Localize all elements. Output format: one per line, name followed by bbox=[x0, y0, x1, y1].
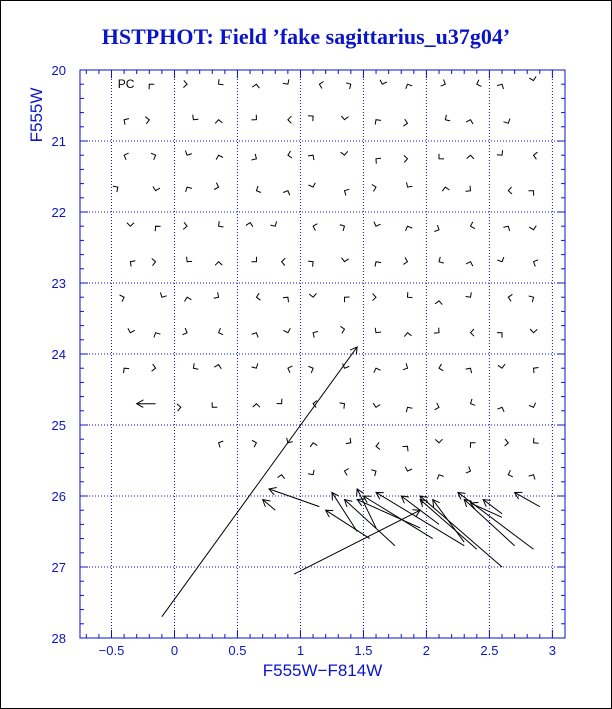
shift-mark bbox=[403, 119, 407, 126]
shift-mark bbox=[252, 440, 256, 447]
shift-mark bbox=[187, 257, 193, 262]
shift-vector bbox=[363, 496, 432, 539]
shift-mark bbox=[185, 297, 192, 301]
shift-mark bbox=[283, 191, 290, 196]
shift-mark bbox=[124, 153, 129, 160]
shift-mark bbox=[374, 222, 381, 227]
shift-mark bbox=[288, 116, 292, 123]
shift-mark bbox=[529, 76, 536, 80]
y-tick-label: 26 bbox=[51, 489, 66, 504]
shift-mark bbox=[214, 365, 221, 369]
shift-mark bbox=[151, 153, 156, 160]
y-tick-label: 27 bbox=[51, 560, 66, 575]
shift-mark bbox=[340, 403, 345, 409]
shift-vector bbox=[483, 500, 502, 514]
shift-mark bbox=[251, 257, 256, 262]
shift-mark bbox=[177, 404, 181, 411]
shift-mark bbox=[404, 155, 408, 162]
shift-mark bbox=[219, 79, 224, 85]
shift-mark bbox=[530, 329, 537, 333]
shift-mark bbox=[319, 82, 323, 89]
shift-mark bbox=[152, 259, 156, 266]
shift-mark bbox=[251, 115, 256, 120]
shift-mark bbox=[215, 262, 222, 266]
shift-mark bbox=[404, 333, 411, 337]
shift-mark bbox=[252, 84, 259, 88]
shift-mark bbox=[308, 116, 313, 121]
shift-mark bbox=[288, 366, 292, 373]
shift-vector bbox=[162, 347, 357, 617]
shift-mark bbox=[345, 189, 350, 195]
shift-mark bbox=[310, 443, 317, 447]
shift-mark bbox=[471, 399, 476, 405]
shift-mark bbox=[270, 221, 276, 226]
shift-mark bbox=[252, 154, 257, 160]
shift-mark bbox=[437, 475, 444, 480]
shift-mark bbox=[253, 404, 260, 408]
shift-mark bbox=[313, 331, 318, 337]
shift-mark bbox=[155, 226, 160, 231]
shift-mark bbox=[214, 292, 219, 298]
shift-mark bbox=[406, 84, 413, 89]
shift-mark bbox=[406, 226, 413, 231]
shift-mark bbox=[403, 363, 408, 369]
shift-vector bbox=[357, 489, 376, 528]
shift-mark bbox=[154, 333, 161, 338]
shift-mark bbox=[212, 402, 217, 407]
shift-mark bbox=[508, 470, 513, 477]
shift-mark bbox=[508, 294, 512, 301]
x-axis-label: F555W−F814W bbox=[262, 661, 383, 680]
shift-mark bbox=[504, 119, 511, 124]
shift-mark bbox=[256, 186, 261, 193]
shift-mark bbox=[445, 115, 450, 121]
shift-mark bbox=[371, 470, 376, 476]
y-tick-label: 21 bbox=[51, 134, 66, 149]
shift-vector bbox=[345, 500, 395, 546]
shift-vector bbox=[515, 492, 540, 506]
shift-mark bbox=[497, 333, 502, 338]
shift-mark bbox=[183, 80, 187, 87]
shift-mark bbox=[466, 186, 471, 192]
shift-mark bbox=[467, 155, 474, 159]
shift-mark bbox=[152, 364, 156, 371]
shift-mark bbox=[124, 119, 129, 125]
shift-mark bbox=[529, 226, 536, 230]
shift-mark bbox=[193, 363, 198, 369]
shift-mark bbox=[252, 333, 259, 338]
shift-mark bbox=[282, 258, 286, 265]
shift-mark bbox=[508, 187, 512, 194]
shift-mark bbox=[308, 155, 314, 160]
shift-vector bbox=[376, 492, 464, 545]
shift-mark bbox=[313, 224, 317, 231]
shift-mark bbox=[439, 364, 443, 371]
y-tick-label: 28 bbox=[51, 631, 66, 646]
shift-mark bbox=[534, 152, 538, 159]
shift-mark bbox=[345, 297, 350, 302]
shift-mark bbox=[145, 117, 149, 124]
shift-mark bbox=[466, 368, 472, 373]
shift-mark bbox=[442, 187, 449, 191]
shift-mark bbox=[466, 262, 473, 266]
shift-mark bbox=[497, 150, 503, 155]
x-tick-label: 1.5 bbox=[354, 643, 373, 658]
shift-mark bbox=[477, 80, 482, 87]
shift-mark bbox=[120, 295, 125, 302]
shift-mark bbox=[149, 84, 154, 89]
shift-mark bbox=[153, 187, 160, 191]
shift-mark bbox=[373, 294, 377, 301]
shift-mark bbox=[216, 155, 223, 159]
shift-mark bbox=[529, 475, 535, 480]
shift-mark bbox=[470, 443, 475, 448]
shift-mark bbox=[529, 403, 536, 408]
shift-mark bbox=[471, 329, 475, 336]
shift-mark bbox=[183, 222, 187, 229]
shift-mark bbox=[373, 403, 380, 407]
shift-mark bbox=[466, 120, 473, 124]
shift-mark bbox=[534, 438, 539, 444]
shift-vector bbox=[269, 489, 319, 507]
shift-mark bbox=[341, 151, 348, 155]
x-tick-label: 2 bbox=[422, 643, 431, 658]
shift-mark bbox=[342, 258, 349, 262]
shift-mark bbox=[405, 467, 412, 471]
shift-mark bbox=[341, 116, 348, 120]
shift-mark bbox=[534, 368, 539, 374]
shift-mark bbox=[375, 328, 381, 333]
shift-mark bbox=[219, 221, 224, 227]
shift-mark bbox=[183, 328, 188, 335]
shift-mark bbox=[403, 446, 409, 451]
shift-mark bbox=[185, 151, 191, 156]
shift-mark bbox=[497, 257, 504, 262]
shift-mark bbox=[471, 222, 475, 229]
shift-mark bbox=[406, 407, 412, 412]
shift-mark bbox=[127, 223, 134, 227]
shift-vector bbox=[263, 500, 276, 511]
shift-mark bbox=[439, 257, 444, 263]
shift-mark bbox=[534, 260, 539, 267]
shift-mark bbox=[288, 151, 292, 158]
shift-mark bbox=[380, 80, 387, 84]
shift-mark bbox=[435, 301, 442, 305]
shift-mark bbox=[308, 261, 313, 267]
shift-mark bbox=[340, 326, 344, 333]
shift-mark bbox=[278, 475, 285, 479]
shift-mark bbox=[372, 185, 376, 192]
shift-mark bbox=[408, 292, 413, 297]
x-tick-label: 0.5 bbox=[228, 643, 247, 658]
shift-mark bbox=[283, 79, 289, 84]
shift-mark bbox=[529, 191, 534, 196]
shift-mark bbox=[497, 84, 503, 89]
shift-mark bbox=[346, 83, 351, 89]
shift-mark bbox=[346, 438, 351, 444]
shift-mark bbox=[435, 403, 439, 410]
shift-mark bbox=[128, 328, 135, 332]
shift-mark bbox=[309, 294, 316, 298]
shift-mark bbox=[434, 328, 439, 333]
shift-vector bbox=[458, 492, 534, 549]
y-tick-label: 22 bbox=[51, 205, 66, 220]
shift-mark bbox=[466, 292, 472, 297]
shift-mark bbox=[256, 293, 260, 300]
shift-mark bbox=[441, 80, 446, 87]
shift-mark bbox=[113, 186, 118, 192]
shift-mark bbox=[130, 261, 135, 267]
shift-mark bbox=[466, 467, 471, 474]
shift-mark bbox=[283, 328, 290, 332]
shift-mark bbox=[246, 223, 253, 227]
shift-mark bbox=[160, 292, 166, 297]
shift-mark bbox=[252, 363, 258, 368]
y-tick-label: 23 bbox=[51, 276, 66, 291]
shift-mark bbox=[340, 225, 345, 231]
shift-vector bbox=[420, 496, 502, 567]
shift-mark bbox=[308, 366, 313, 373]
x-tick-label: 1 bbox=[296, 643, 305, 658]
shift-mark bbox=[407, 182, 413, 187]
y-tick-label: 25 bbox=[51, 418, 66, 433]
shift-mark bbox=[529, 296, 534, 302]
shift-mark bbox=[186, 187, 192, 192]
shift-vector bbox=[332, 492, 357, 531]
shift-mark bbox=[403, 257, 407, 264]
shift-mark bbox=[193, 115, 199, 120]
shift-mark bbox=[434, 225, 439, 232]
chart-title: HSTPHOT: Field ’fake sagittarius_u37g04’ bbox=[101, 24, 511, 49]
shift-mark bbox=[219, 328, 224, 335]
shift-mark bbox=[375, 120, 381, 125]
shift-mark bbox=[375, 262, 381, 267]
y-tick-label: 20 bbox=[51, 63, 66, 78]
shift-mark bbox=[439, 154, 444, 159]
shift-mark bbox=[277, 399, 282, 404]
x-tick-label: −0.5 bbox=[98, 643, 125, 658]
shift-mark bbox=[308, 470, 314, 475]
y-tick-label: 24 bbox=[51, 347, 66, 362]
x-tick-label: 0 bbox=[170, 643, 179, 658]
shift-mark bbox=[503, 226, 509, 231]
x-tick-label: 2.5 bbox=[480, 643, 499, 658]
shift-mark bbox=[309, 183, 316, 187]
shift-mark bbox=[345, 469, 349, 476]
shift-mark bbox=[219, 441, 224, 448]
y-axis-label: F555W bbox=[27, 87, 46, 143]
shift-mark bbox=[214, 183, 219, 190]
shift-mark bbox=[497, 407, 504, 412]
panel-label: PC bbox=[117, 76, 135, 91]
shift-mark bbox=[435, 439, 442, 443]
shift-mark bbox=[215, 120, 222, 124]
shift-mark bbox=[376, 158, 381, 163]
shift-mark bbox=[498, 364, 505, 368]
shift-mark bbox=[374, 368, 381, 373]
x-tick-label: 3 bbox=[548, 643, 557, 658]
shift-mark bbox=[376, 442, 380, 449]
shift-mark bbox=[124, 368, 130, 373]
shift-mark bbox=[283, 297, 289, 302]
shift-mark bbox=[505, 439, 509, 446]
